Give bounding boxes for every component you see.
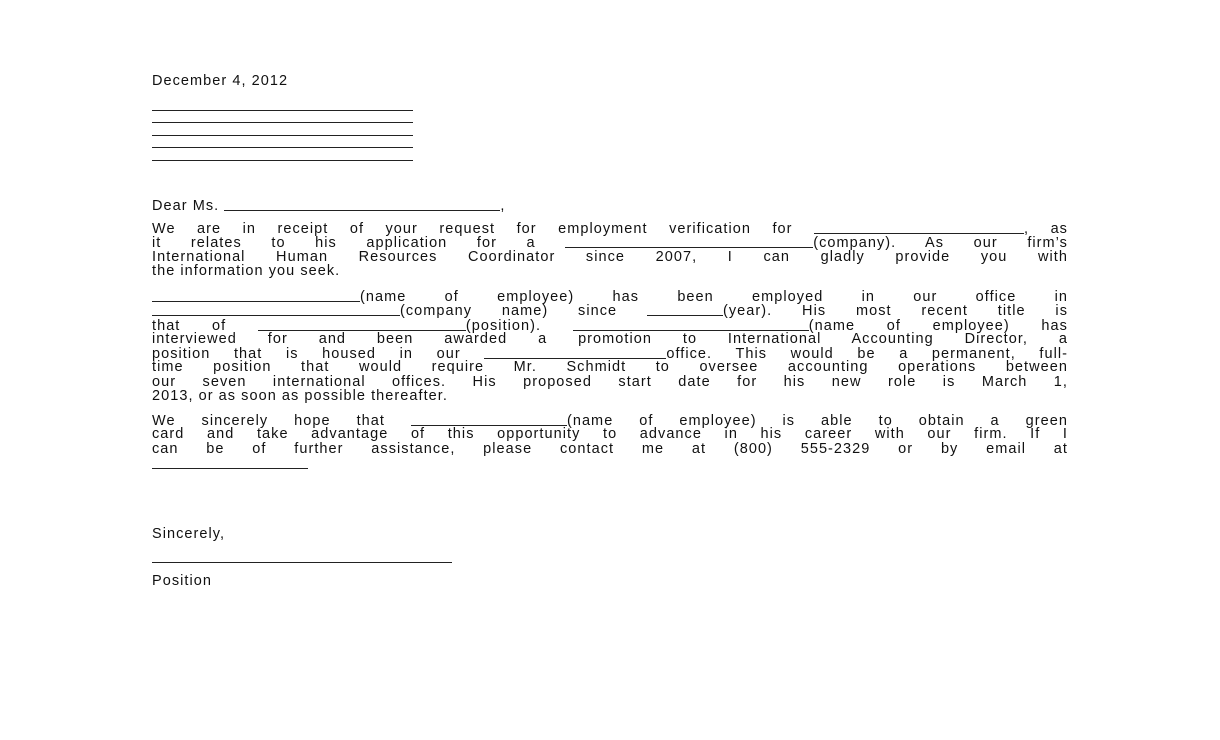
paragraph-line: the information you seek.: [152, 262, 341, 279]
paragraph-line: International Human Resources Coordinator since 2007, I can gladly provide you with: [152, 248, 1068, 265]
salutation-comma: ,: [500, 198, 506, 214]
text-segment: (company name) since: [400, 303, 618, 320]
paragraph-employment-details: [152, 289, 1068, 403]
address-blank-line-5[interactable]: [152, 160, 413, 161]
paragraph-line: [152, 289, 1068, 303]
paragraph-line: interviewed for and been awarded a promotion to International Accounting Director, a: [152, 330, 1068, 347]
paragraph-line: [152, 346, 1068, 363]
address-blank-line-3[interactable]: [152, 135, 413, 136]
text-segment: (name of employee) has: [808, 317, 1068, 334]
recipient-name-blank[interactable]: [224, 199, 500, 211]
paragraph-line: [152, 303, 1069, 320]
year-blank[interactable]: [647, 304, 723, 316]
employee-name-blank[interactable]: [152, 290, 360, 302]
paragraph-line: card and take advantage of this opportunity to advance in his career with our firm. If I: [152, 426, 1068, 443]
text-segment: (name of employee) is able to obtain a green: [566, 413, 1068, 429]
text-segment: (position).: [465, 317, 542, 334]
paragraph-line: [152, 318, 1068, 332]
text-segment: office. This would be a permanent, full-: [666, 346, 1068, 363]
employee-name-blank[interactable]: [573, 319, 809, 331]
office-location-blank[interactable]: [484, 347, 666, 359]
text-segment: , as: [1024, 221, 1068, 237]
employee-name-blank[interactable]: [814, 222, 1024, 234]
employee-name-blank[interactable]: [411, 414, 567, 426]
paragraph-line: can be of further assistance, please contact me at (800) 555-2329 or by email at: [152, 440, 1068, 457]
text-segment: We sincerely hope that: [152, 413, 385, 429]
paragraph-closing-remarks: [152, 413, 1068, 456]
email-blank[interactable]: [152, 468, 308, 469]
text-segment: (year). His most recent title is: [722, 303, 1069, 320]
paragraph-line: [152, 221, 1068, 235]
paragraph-line: 2013, or as soon as possible thereafter.: [152, 388, 448, 405]
text-segment: it relates to his application for a: [152, 235, 536, 252]
address-blank-line-2[interactable]: [152, 122, 413, 123]
text-segment: (company). As our firm’s: [813, 235, 1068, 252]
signature-line[interactable]: [152, 562, 452, 563]
company-name-blank[interactable]: [152, 304, 400, 316]
text-segment: position that is housed in our: [152, 346, 461, 363]
text-segment: We are in receipt of your request for employment verification for: [152, 221, 793, 237]
paragraph-request-receipt: [152, 221, 1068, 278]
closing: Sincerely,: [152, 526, 226, 542]
salutation-prefix: Dear Ms.: [152, 198, 220, 214]
text-segment: that of: [152, 317, 227, 334]
company-blank[interactable]: [565, 236, 813, 248]
signature-position: Position: [152, 573, 212, 589]
paragraph-line: our seven international offices. His proposed start date for his new role is March 1,: [152, 373, 1068, 390]
paragraph-line: [152, 235, 1068, 252]
paragraph-line: time position that would require Mr. Schmidt to oversee accounting operations between: [152, 359, 1068, 376]
address-blank-line-1[interactable]: [152, 110, 413, 111]
text-segment: (name of employee) has been employed in our office in: [360, 289, 1068, 305]
salutation: [152, 198, 505, 214]
address-blank-line-4[interactable]: [152, 147, 413, 148]
paragraph-line: [152, 413, 1068, 427]
position-blank[interactable]: [258, 319, 466, 331]
letter-date: December 4, 2012: [152, 73, 289, 89]
